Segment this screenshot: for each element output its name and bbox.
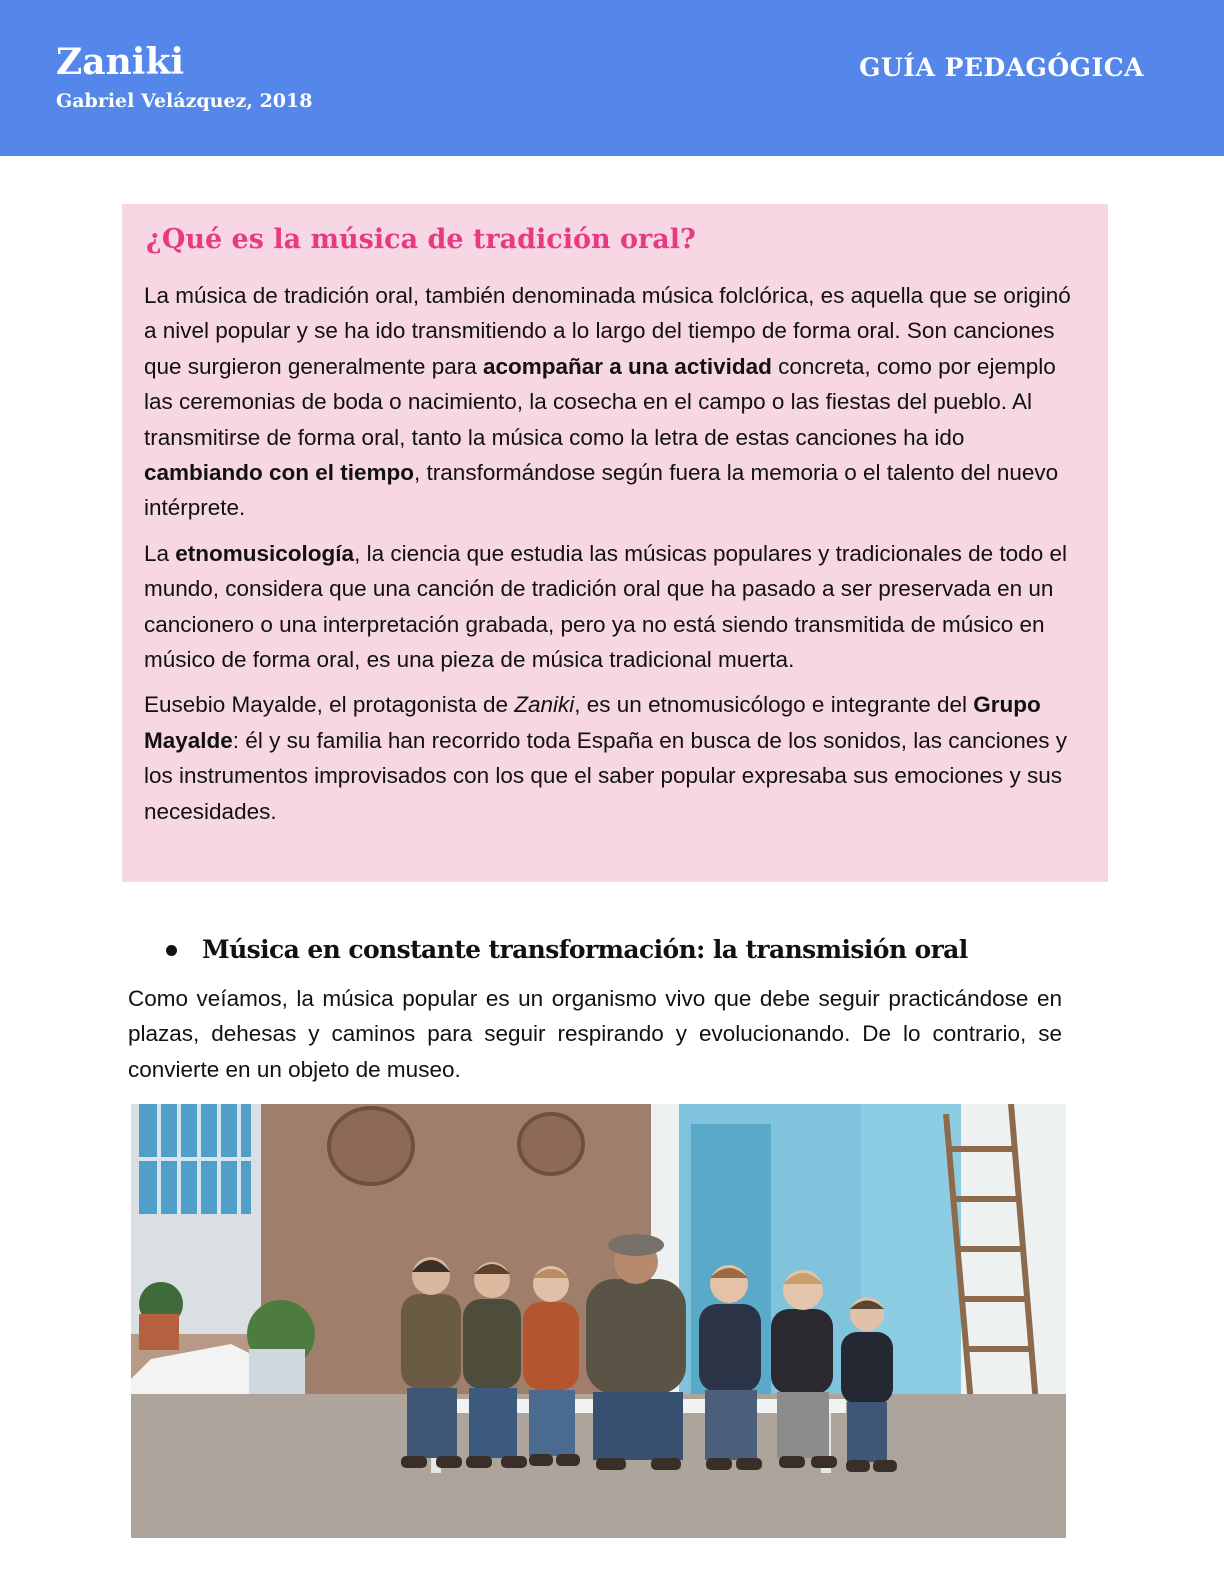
film-still-photo (131, 1104, 1066, 1538)
text-segment: , la ciencia que estudia las músicas populares y tradicionales de todo el mundo, considera que una canción de tradición oral que ha pasado a ser preservada en un cancionero o una interpretación grabada, pero ya no está siendo transmitida de músico en músico de forma oral, es una pieza de música tradicional muerta. (144, 540, 1067, 673)
text-segment: , transformándose según fuera la memoria o el talento del nuevo intérprete. (144, 460, 1059, 521)
bold-text: cambiando con el tiempo (144, 460, 415, 486)
bullet-icon (166, 945, 177, 956)
document-title: Zaniki (56, 41, 185, 83)
info-box-title: ¿Qué es la música de tradición oral? (146, 224, 696, 255)
photo-illustration (131, 1104, 1066, 1538)
bold-text: acompañar a una actividad (482, 353, 772, 379)
bold-text: Grupo Mayalde (144, 692, 1041, 753)
text-segment: Eusebio Mayalde, el protagonista de (144, 692, 515, 718)
info-box (122, 204, 1108, 882)
text-segment: La (144, 540, 176, 566)
info-paragraph-3 (144, 687, 1089, 829)
page-header (0, 0, 1224, 156)
info-paragraph-2 (144, 536, 1089, 678)
info-box-body (144, 278, 1089, 839)
text-segment: La música de tradición oral, también denominada música folclórica, es aquella que se originó a nivel popular y se ha ido transmitiendo a lo largo del tiempo de forma oral. Son canciones que surgieron generalmente para (144, 283, 1071, 379)
section-heading: Música en constante transformación: la transmisión oral (202, 935, 968, 964)
document-subtitle: Gabriel Velázquez, 2018 (56, 90, 313, 112)
text-segment: : él y su familia han recorrido toda España en busca de los sonidos, las canciones y los instrumentos improvisados con los que el saber popular expresaba sus emociones y sus necesidades. (144, 727, 1068, 824)
document-type-label: GUÍA PEDAGÓGICA (859, 53, 1144, 82)
italic-text: Zaniki (514, 692, 575, 718)
info-paragraph-1 (144, 278, 1089, 526)
bold-text: etnomusicología (175, 540, 355, 566)
text-segment: , es un etnomusicólogo e integrante del (574, 692, 974, 718)
section-paragraph: Como veíamos, la música popular es un organismo vivo que debe seguir practicándose en plazas, dehesas y caminos para seguir respirando y evolucionando. De lo contrario, se convierte en un objeto de museo. (128, 986, 1062, 1082)
text-segment: concreta, como por ejemplo las ceremonias de boda o nacimiento, la cosecha en el campo o las fiestas del pueblo. Al transmitirse de forma oral, tanto la música como la letra de estas canciones ha ido (144, 353, 1056, 450)
